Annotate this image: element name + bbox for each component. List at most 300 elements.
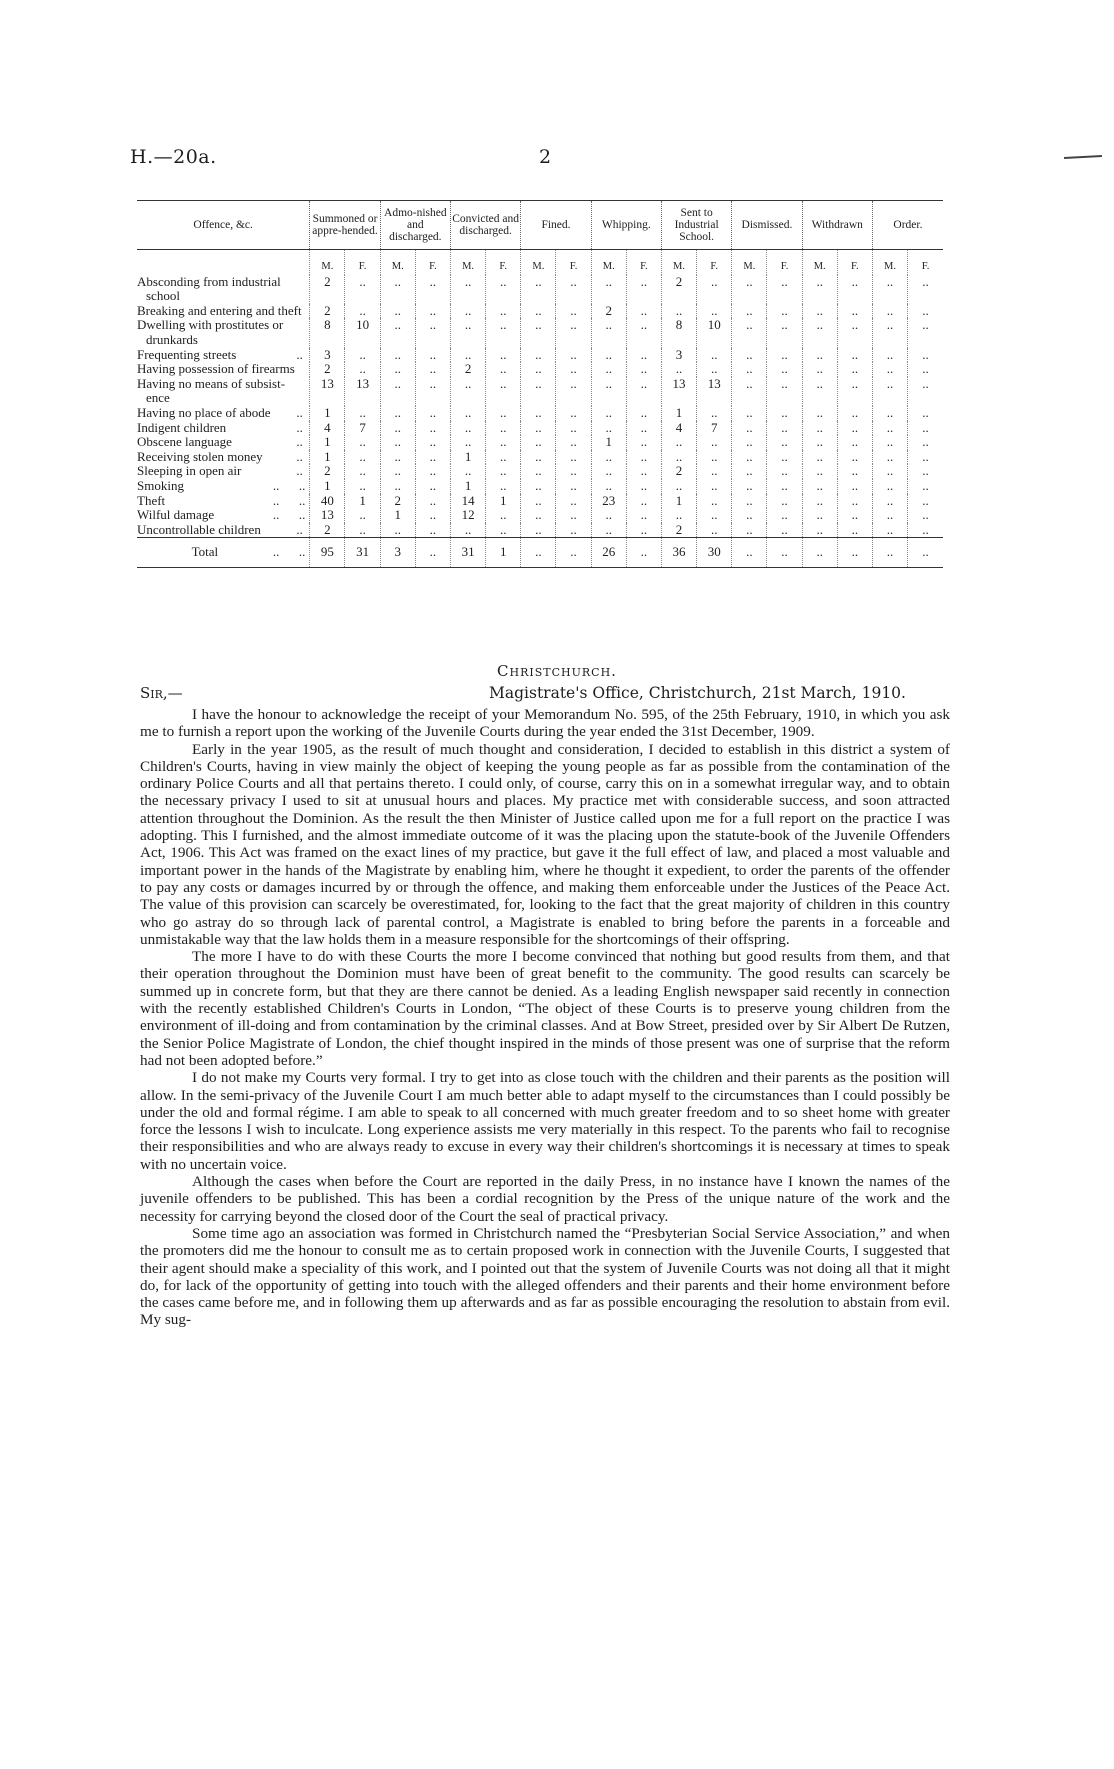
cell-value: .. <box>697 464 732 479</box>
page-number: 2 <box>539 146 552 168</box>
cell-value: 2 <box>310 362 345 377</box>
cell-value: .. <box>345 275 380 304</box>
cell-value: .. <box>486 435 521 450</box>
cell-value: .. <box>591 377 626 406</box>
cell-value: .. <box>591 508 626 523</box>
table-row <box>137 523 943 538</box>
cell-value: .. <box>767 421 802 436</box>
cell-value: .. <box>626 538 661 568</box>
cell-value: .. <box>802 304 837 319</box>
cell-value: .. <box>908 464 943 479</box>
cell-value: .. <box>872 304 907 319</box>
cell-value: .. <box>837 348 872 363</box>
cell-value: .. <box>380 523 415 538</box>
offence-label: Uncontrollable children .. <box>137 521 303 537</box>
cell-value: 13 <box>310 377 345 406</box>
cell-value: .. <box>556 348 591 363</box>
cell-value: .. <box>767 494 802 509</box>
cell-value: .. <box>626 450 661 465</box>
cell-value: .. <box>908 275 943 304</box>
cell-value: .. <box>591 318 626 347</box>
cell-value: .. <box>872 523 907 538</box>
col-header-convicted: Convicted and discharged. <box>450 201 520 250</box>
cell-value: .. <box>521 348 556 363</box>
cell-value: .. <box>767 406 802 421</box>
cell-value: 30 <box>697 538 732 568</box>
cell-value: .. <box>521 318 556 347</box>
cell-value: .. <box>661 304 696 319</box>
cell-value: .. <box>661 479 696 494</box>
cell-value: .. <box>767 275 802 304</box>
cell-value: .. <box>732 275 767 304</box>
cell-value: .. <box>802 538 837 568</box>
cell-value: .. <box>556 421 591 436</box>
cell-value: .. <box>767 435 802 450</box>
cell-value: .. <box>908 377 943 406</box>
cell-value: .. <box>908 479 943 494</box>
cell-value: 1 <box>486 538 521 568</box>
page-series-header: H.—20a. <box>130 146 217 168</box>
cell-value: .. <box>697 494 732 509</box>
offence-name: Having no place of abode <box>137 404 271 420</box>
cell-value: .. <box>556 538 591 568</box>
cell-value: 40 <box>310 494 345 509</box>
cell-value: .. <box>872 318 907 347</box>
cell-value: .. <box>626 508 661 523</box>
cell-value: .. <box>661 450 696 465</box>
cell-value: 1 <box>310 435 345 450</box>
cell-value: .. <box>732 464 767 479</box>
offence-name: Total <box>191 544 219 560</box>
cell-value: .. <box>486 464 521 479</box>
cell-value: .. <box>486 523 521 538</box>
cell-value: .. <box>626 348 661 363</box>
cell-value: .. <box>802 348 837 363</box>
offence-label: Obscene language .. <box>137 434 303 450</box>
cell-value: .. <box>380 377 415 406</box>
cell-value: .. <box>872 479 907 494</box>
cell-value: 95 <box>310 538 345 568</box>
table-row <box>137 479 943 494</box>
cell-value: .. <box>732 421 767 436</box>
cell-value: .. <box>591 523 626 538</box>
cell-value: .. <box>697 435 732 450</box>
cell-value: .. <box>415 479 450 494</box>
cell-value: .. <box>837 464 872 479</box>
cell-value: .. <box>908 494 943 509</box>
cell-value: .. <box>697 275 732 304</box>
table-row <box>137 450 943 465</box>
cell-value: 2 <box>591 304 626 319</box>
cell-value: .. <box>908 406 943 421</box>
cell-value: .. <box>626 523 661 538</box>
table-row <box>137 421 943 436</box>
cell-value: .. <box>697 450 732 465</box>
cell-value: .. <box>556 304 591 319</box>
cell-value: 13 <box>310 508 345 523</box>
sex-label-f: F. <box>626 250 661 275</box>
cell-value: .. <box>837 362 872 377</box>
cell-value: .. <box>697 348 732 363</box>
cell-value: .. <box>908 348 943 363</box>
letter-body <box>140 706 950 1329</box>
offences-table <box>137 200 943 568</box>
cell-value: .. <box>732 318 767 347</box>
cell-value: .. <box>556 464 591 479</box>
cell-value: 1 <box>380 508 415 523</box>
cell-value: .. <box>486 318 521 347</box>
table-row <box>137 435 943 450</box>
cell-value: .. <box>837 479 872 494</box>
offence-label <box>137 494 310 509</box>
col-header-order: Order. <box>872 201 943 250</box>
cell-value: .. <box>345 304 380 319</box>
table-row <box>137 348 943 363</box>
sex-label-m: M. <box>450 250 485 275</box>
cell-value: .. <box>767 450 802 465</box>
cell-value: .. <box>345 479 380 494</box>
sex-label-m: M. <box>591 250 626 275</box>
cell-value: .. <box>661 435 696 450</box>
cell-value: .. <box>556 362 591 377</box>
col-header-dismissed: Dismissed. <box>732 201 802 250</box>
cell-value: .. <box>415 523 450 538</box>
sex-label-f: F. <box>767 250 802 275</box>
cell-value: 1 <box>450 479 485 494</box>
cell-value: .. <box>345 348 380 363</box>
cell-value: .. <box>486 348 521 363</box>
cell-value: 13 <box>661 377 696 406</box>
cell-value: .. <box>556 406 591 421</box>
cell-value: .. <box>908 450 943 465</box>
col-header-fined: Fined. <box>521 201 591 250</box>
table-row <box>137 275 943 304</box>
cell-value: .. <box>837 304 872 319</box>
cell-value: 3 <box>310 348 345 363</box>
col-header-withdrawn: Withdrawn <box>802 201 872 250</box>
cell-value: .. <box>380 450 415 465</box>
cell-value: .. <box>626 479 661 494</box>
cell-value: .. <box>837 406 872 421</box>
cell-value: .. <box>767 304 802 319</box>
cell-value: .. <box>802 435 837 450</box>
cell-value: .. <box>908 362 943 377</box>
leader-dots: .. .. <box>272 507 306 523</box>
cell-value: .. <box>802 494 837 509</box>
offence-label: Sleeping in open air .. <box>137 463 303 479</box>
table-row <box>137 508 943 523</box>
cell-value: .. <box>697 479 732 494</box>
cell-value: .. <box>626 435 661 450</box>
sex-label-f: F. <box>556 250 591 275</box>
cell-value: .. <box>872 508 907 523</box>
cell-value: .. <box>872 450 907 465</box>
cell-value: 13 <box>345 377 380 406</box>
offence-name: Uncontrollable children <box>137 521 261 537</box>
table-row <box>137 304 943 319</box>
cell-value: 14 <box>450 494 485 509</box>
cell-value: .. <box>872 464 907 479</box>
cell-value: .. <box>486 421 521 436</box>
cell-value: .. <box>837 508 872 523</box>
table-row <box>137 464 943 479</box>
sex-label-row <box>137 250 943 275</box>
cell-value: 3 <box>661 348 696 363</box>
cell-value: .. <box>521 464 556 479</box>
cell-value: .. <box>556 523 591 538</box>
cell-value: .. <box>732 435 767 450</box>
cell-value: .. <box>872 362 907 377</box>
cell-value: .. <box>556 435 591 450</box>
cell-value: .. <box>450 523 485 538</box>
sex-label-f: F. <box>415 250 450 275</box>
cell-value: 13 <box>697 377 732 406</box>
table-row <box>137 377 943 406</box>
cell-value: .. <box>521 275 556 304</box>
dateline: Magistrate's Office, Christchurch, 21st March, 1910. <box>489 684 906 702</box>
cell-value: 2 <box>450 362 485 377</box>
cell-value: 1 <box>310 479 345 494</box>
cell-value: .. <box>521 406 556 421</box>
cell-value: .. <box>802 450 837 465</box>
cell-value: .. <box>732 304 767 319</box>
cell-value: .. <box>345 406 380 421</box>
cell-value: 2 <box>310 464 345 479</box>
paragraph: The more I have to do with these Courts the more I become convinced that nothing but good results from them, and that their operation throughout the Dominion must have been of great benefit to the community. The good results can scarcely be summed up in concrete form, but that they are there cannot be denied. As a leading English newspaper said recently in connection with the recently established Children's Courts in London, “The object of these Courts is to preserve young children from the environment of ill-doing and from contamination by the criminal classes. And at Bow Street, presided over by Sir Albert De Rutzen, the Senior Police Magistrate of London, the chief thought inspired in the minds of those present was one of surprise that the reform had not been adopted before.” <box>140 948 950 1069</box>
cell-value: .. <box>556 318 591 347</box>
cell-value: .. <box>486 450 521 465</box>
cell-value: .. <box>450 275 485 304</box>
cell-value: .. <box>380 318 415 347</box>
cell-value: .. <box>626 362 661 377</box>
cell-value: .. <box>521 494 556 509</box>
paragraph: Early in the year 1905, as the result of much thought and consideration, I decided to establish in this district a system of Children's Courts, having in view mainly the object of keeping the young people as far as possible from the contamination of the ordinary Police Courts and all that pertains thereto. I could only, of course, carry this on in a somewhat irregular way, and to obtain the necessary privacy I used to sit at unusual hours and places. My practice met with considerable success, and soon attracted attention throughout the Dominion. As the result the then Minister of Justice called upon me for a full report on the practice I was adopting. This I furnished, and the almost immediate outcome of it was the placing upon the statute-book of the Juvenile Offenders Act, 1906. This Act was framed on the exact lines of my practice, but gave it the full effect of law, and placed a most valuable and important power in the hands of the Magistrate by enabling him, where he thought it expedient, to order the parents of the offender to pay any costs or damages incurred by or through the offence, and making them enforceable under the Justices of the Peace Act. The value of this provision can scarcely be overestimated, for, looking to the fact that the great majority of children in this country who go astray do so through lack of parental control, a Magistrate is enabled to bring before the parents in a forceable and unmistakable way that the law holds them in a measure responsible for the shortcomings of their offspring. <box>140 740 950 948</box>
cell-value: .. <box>837 275 872 304</box>
table-row <box>137 362 943 377</box>
cell-value: .. <box>837 435 872 450</box>
cell-value: 1 <box>591 435 626 450</box>
cell-value: .. <box>415 450 450 465</box>
cell-value: .. <box>345 362 380 377</box>
cell-value: 26 <box>591 538 626 568</box>
cell-value: .. <box>767 479 802 494</box>
cell-value: .. <box>802 508 837 523</box>
cell-value: .. <box>450 377 485 406</box>
sex-label-m: M. <box>380 250 415 275</box>
cell-value: .. <box>626 421 661 436</box>
cell-value: 3 <box>380 538 415 568</box>
cell-value: .. <box>345 523 380 538</box>
cell-value: .. <box>521 508 556 523</box>
cell-value: 2 <box>380 494 415 509</box>
cell-value: .. <box>732 523 767 538</box>
cell-value: .. <box>661 508 696 523</box>
cell-value: 1 <box>661 406 696 421</box>
cell-value: .. <box>626 318 661 347</box>
cell-value: .. <box>732 538 767 568</box>
paragraph: Although the cases when before the Court are reported in the daily Press, in no instance have I known the names of the juvenile offenders to be published. This has been a cordial recognition by the Press of the unique nature of the work and the necessity for carrying beyond the closed door of the Court the seal of practical privacy. <box>140 1173 950 1225</box>
leader-dots: .. .. <box>272 544 306 560</box>
cell-value: 1 <box>345 494 380 509</box>
cell-value: .. <box>837 377 872 406</box>
cell-value: 8 <box>661 318 696 347</box>
sex-label-m: M. <box>802 250 837 275</box>
cell-value: .. <box>345 435 380 450</box>
offence-name: Obscene language <box>137 434 232 450</box>
cell-value: .. <box>626 304 661 319</box>
cell-value: .. <box>415 406 450 421</box>
table-row <box>137 406 943 421</box>
offence-name: Frequenting streets <box>137 346 237 362</box>
cell-value: .. <box>837 523 872 538</box>
cell-value: .. <box>521 435 556 450</box>
cell-value: .. <box>380 275 415 304</box>
col-header-admonished: Admo-nished and discharged. <box>380 201 450 250</box>
sex-label-f: F. <box>908 250 943 275</box>
cell-value: .. <box>732 450 767 465</box>
cell-value: .. <box>626 275 661 304</box>
cell-value: .. <box>345 508 380 523</box>
sex-label-m: M. <box>661 250 696 275</box>
cell-value: .. <box>626 377 661 406</box>
cell-value: .. <box>450 421 485 436</box>
cell-value: .. <box>380 479 415 494</box>
cell-value: .. <box>626 464 661 479</box>
cell-value: .. <box>450 348 485 363</box>
cell-value: .. <box>767 362 802 377</box>
cell-value: .. <box>767 464 802 479</box>
cell-value: .. <box>486 479 521 494</box>
offence-label: Frequenting streets .. <box>137 346 303 362</box>
cell-value: .. <box>415 304 450 319</box>
cell-value: 10 <box>697 318 732 347</box>
cell-value: .. <box>521 523 556 538</box>
cell-value: .. <box>626 494 661 509</box>
cell-value: .. <box>415 348 450 363</box>
cell-value: 8 <box>310 318 345 347</box>
cell-value: .. <box>521 538 556 568</box>
cell-value: 1 <box>450 450 485 465</box>
cell-value: .. <box>486 304 521 319</box>
cell-value: .. <box>380 362 415 377</box>
cell-value: .. <box>767 508 802 523</box>
cell-value: .. <box>697 406 732 421</box>
total-row <box>137 538 943 568</box>
sex-label-f: F. <box>345 250 380 275</box>
scan-mark <box>1064 155 1102 159</box>
offence-label <box>137 538 310 568</box>
offence-label <box>137 377 310 406</box>
cell-value: .. <box>415 362 450 377</box>
cell-value: .. <box>872 406 907 421</box>
cell-value: .. <box>380 348 415 363</box>
cell-value: .. <box>872 538 907 568</box>
cell-value: 4 <box>661 421 696 436</box>
cell-value: 2 <box>661 523 696 538</box>
cell-value: 2 <box>310 523 345 538</box>
cell-value: .. <box>732 377 767 406</box>
cell-value: .. <box>802 479 837 494</box>
cell-value: .. <box>486 377 521 406</box>
offence-name: Having no means of subsist-ence <box>137 375 286 406</box>
cell-value: .. <box>521 450 556 465</box>
paragraph: I do not make my Courts very formal. I try to get into as close touch with the children and their parents as the position will allow. In the semi-privacy of the Juvenile Court I am much better able to adapt myself to the circumstances than I could possibly be under the old and formal régime. I am able to speak to all concerned with much greater freedom and to so sheet home with greater force the lessons I wish to inculcate. Long experience assists me very materially in this respect. To the parents who fail to recognise their responsibilities and who are always ready to excuse in every way their children's shortcomings it is necessary at times to speak with no uncertain voice. <box>140 1069 950 1173</box>
leader-dots: .. .. <box>272 477 306 493</box>
cell-value: .. <box>450 464 485 479</box>
cell-value: .. <box>697 508 732 523</box>
cell-value: .. <box>450 318 485 347</box>
offence-name: Having possession of firearms <box>137 361 295 377</box>
cell-value: .. <box>837 494 872 509</box>
offence-label <box>137 318 310 347</box>
cell-value: .. <box>591 406 626 421</box>
cell-value: .. <box>486 508 521 523</box>
cell-value: .. <box>415 435 450 450</box>
cell-value: 2 <box>310 304 345 319</box>
cell-value: .. <box>908 435 943 450</box>
cell-value: 2 <box>310 275 345 304</box>
cell-value: .. <box>697 362 732 377</box>
sex-label-f: F. <box>697 250 732 275</box>
cell-value: .. <box>450 406 485 421</box>
cell-value: 2 <box>661 464 696 479</box>
cell-value: .. <box>591 464 626 479</box>
offence-name: Dwelling with prostitutes or drunkards <box>137 317 284 347</box>
cell-value: .. <box>380 421 415 436</box>
cell-value: .. <box>802 464 837 479</box>
cell-value: .. <box>415 538 450 568</box>
cell-value: .. <box>732 406 767 421</box>
offence-label <box>137 275 310 304</box>
cell-value: .. <box>345 450 380 465</box>
offence-name: Receiving stolen money <box>137 448 263 464</box>
cell-value: .. <box>697 304 732 319</box>
cell-value: .. <box>908 538 943 568</box>
cell-value: .. <box>415 464 450 479</box>
cell-value: .. <box>450 435 485 450</box>
salutation: Sir,— <box>140 684 183 702</box>
offence-name: Breaking and entering and theft <box>137 302 302 318</box>
cell-value: .. <box>450 304 485 319</box>
cell-value: .. <box>486 275 521 304</box>
cell-value: .. <box>872 348 907 363</box>
cell-value: .. <box>802 421 837 436</box>
cell-value: .. <box>556 377 591 406</box>
cell-value: 4 <box>310 421 345 436</box>
cell-value: .. <box>872 435 907 450</box>
sex-label-m: M. <box>521 250 556 275</box>
cell-value: .. <box>556 450 591 465</box>
cell-value: .. <box>732 362 767 377</box>
cell-value: .. <box>732 508 767 523</box>
cell-value: .. <box>486 406 521 421</box>
cell-value: .. <box>767 538 802 568</box>
cell-value: .. <box>661 362 696 377</box>
offence-label <box>137 304 310 319</box>
offence-name: Wilful damage <box>137 507 215 523</box>
cell-value: .. <box>415 275 450 304</box>
cell-value: 2 <box>661 275 696 304</box>
cell-value: .. <box>837 538 872 568</box>
cell-value: .. <box>415 508 450 523</box>
cell-value: .. <box>415 318 450 347</box>
offence-name: Sleeping in open air <box>137 463 242 479</box>
cell-value: .. <box>486 362 521 377</box>
leader-dots: .. .. <box>272 492 306 508</box>
paragraph: I have the honour to acknowledge the receipt of your Memorandum No. 595, of the 25th February, 1910, in which you ask me to furnish a report upon the working of the Juvenile Courts during the year ended the 31st December, 1909. <box>140 706 950 741</box>
cell-value: 23 <box>591 494 626 509</box>
cell-value: .. <box>767 523 802 538</box>
